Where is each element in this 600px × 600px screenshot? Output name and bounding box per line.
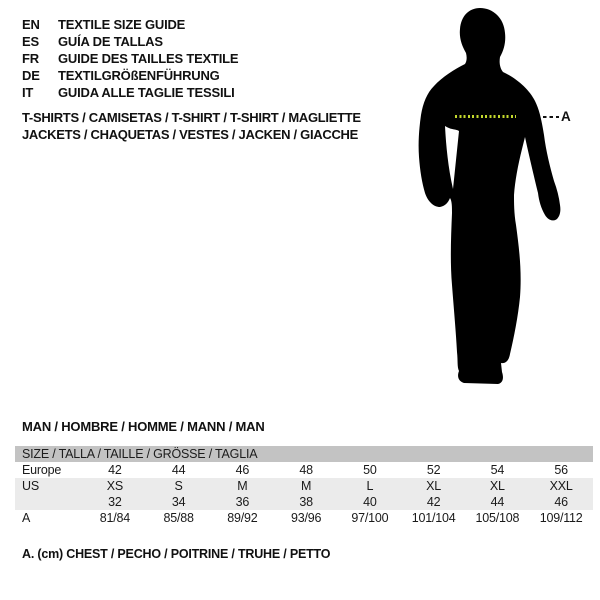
measure-label-a: A: [561, 109, 571, 124]
size-table-cell: 97/100: [351, 511, 389, 525]
size-table-row: [15, 478, 593, 494]
size-table-cell: 36: [235, 495, 250, 509]
measure-leader-dashes: [543, 116, 559, 118]
size-table-cell: S: [174, 479, 183, 493]
size-table-cell: 56: [554, 463, 568, 477]
category-line-jackets: JACKETS / CHAQUETAS / VESTES / JACKEN / GIACCHE: [22, 127, 358, 142]
language-label: GUIDE DES TAILLES TEXTILE: [58, 51, 239, 66]
language-row: [22, 84, 238, 101]
language-row: [22, 16, 238, 33]
size-table-cell: 93/96: [290, 511, 322, 525]
size-table-cell: XS: [106, 479, 124, 493]
size-table-cell: 32: [108, 495, 122, 509]
size-table-cell: 42: [426, 495, 441, 509]
man-silhouette-path: [419, 8, 561, 384]
size-table-cell: M: [301, 479, 312, 493]
size-table-header: SIZE / TALLA / TAILLE / GRÖSSE / TAGLIA: [15, 446, 593, 462]
size-table-cell: 81/84: [99, 511, 131, 525]
size-table-cell: 44: [171, 463, 186, 477]
size-table-cell: 101/104: [411, 511, 456, 525]
size-table-row-label: [15, 494, 83, 510]
chest-measure-dotted-line: [455, 115, 516, 118]
size-table-cell: 109/112: [539, 511, 583, 525]
size-table-cell: 34: [171, 495, 186, 509]
size-table-cell: XL: [426, 479, 442, 493]
size-table-body: [15, 462, 593, 526]
size-table-row-label: Europe: [22, 463, 62, 477]
size-table-cell: XL: [489, 479, 505, 493]
language-row: [22, 67, 238, 84]
size-table-cell: L: [366, 479, 374, 493]
size-table-row-label: A: [22, 511, 31, 525]
man-silhouette-figure: [414, 5, 600, 387]
size-table-cell: 105/108: [475, 511, 520, 525]
language-label: GUIDA ALLE TAGLIE TESSILI: [58, 85, 235, 100]
size-table-cell: XXL: [549, 479, 573, 493]
size-table-cell: 46: [554, 495, 568, 509]
size-table-cell: 40: [363, 495, 377, 509]
size-table-cell: 89/92: [227, 511, 258, 525]
size-table-cell: 50: [363, 463, 377, 477]
language-code: EN: [22, 17, 40, 32]
language-label: GUÍA DE TALLAS: [58, 34, 163, 49]
size-table-cell: 54: [490, 463, 505, 477]
language-code: DE: [22, 68, 40, 83]
size-table-row-label: US: [22, 479, 39, 493]
language-list: [22, 16, 238, 101]
size-table-cell: 38: [299, 495, 313, 509]
size-table-cell: M: [237, 479, 248, 493]
category-line-tshirts: T-SHIRTS / CAMISETAS / T-SHIRT / T-SHIRT / MAGLIETTE: [22, 110, 361, 125]
size-table-row: [15, 462, 593, 478]
size-table-row: [15, 510, 593, 526]
language-row: [22, 50, 238, 67]
category-lines: [22, 109, 361, 143]
size-table: [15, 446, 593, 526]
size-table-cell: 42: [108, 463, 122, 477]
language-label: TEXTILGRÖßENFÜHRUNG: [58, 68, 220, 83]
size-table-cell: 52: [426, 463, 441, 477]
language-code: IT: [22, 85, 34, 100]
language-label: TEXTILE SIZE GUIDE: [58, 17, 186, 32]
language-code: FR: [22, 51, 39, 66]
size-table-row: [15, 494, 593, 510]
size-table-cell: 85/88: [163, 511, 194, 525]
size-table-cell: 44: [490, 495, 505, 509]
language-code: ES: [22, 34, 39, 49]
size-table-cell: 48: [299, 463, 313, 477]
section-title-man: MAN / HOMBRE / HOMME / MANN / MAN: [22, 419, 265, 434]
measurement-footnote: A. (cm) CHEST / PECHO / POITRINE / TRUHE / PETTO: [22, 547, 331, 561]
man-silhouette: [414, 5, 569, 387]
size-table-cell: 46: [235, 463, 250, 477]
language-row: [22, 33, 238, 50]
